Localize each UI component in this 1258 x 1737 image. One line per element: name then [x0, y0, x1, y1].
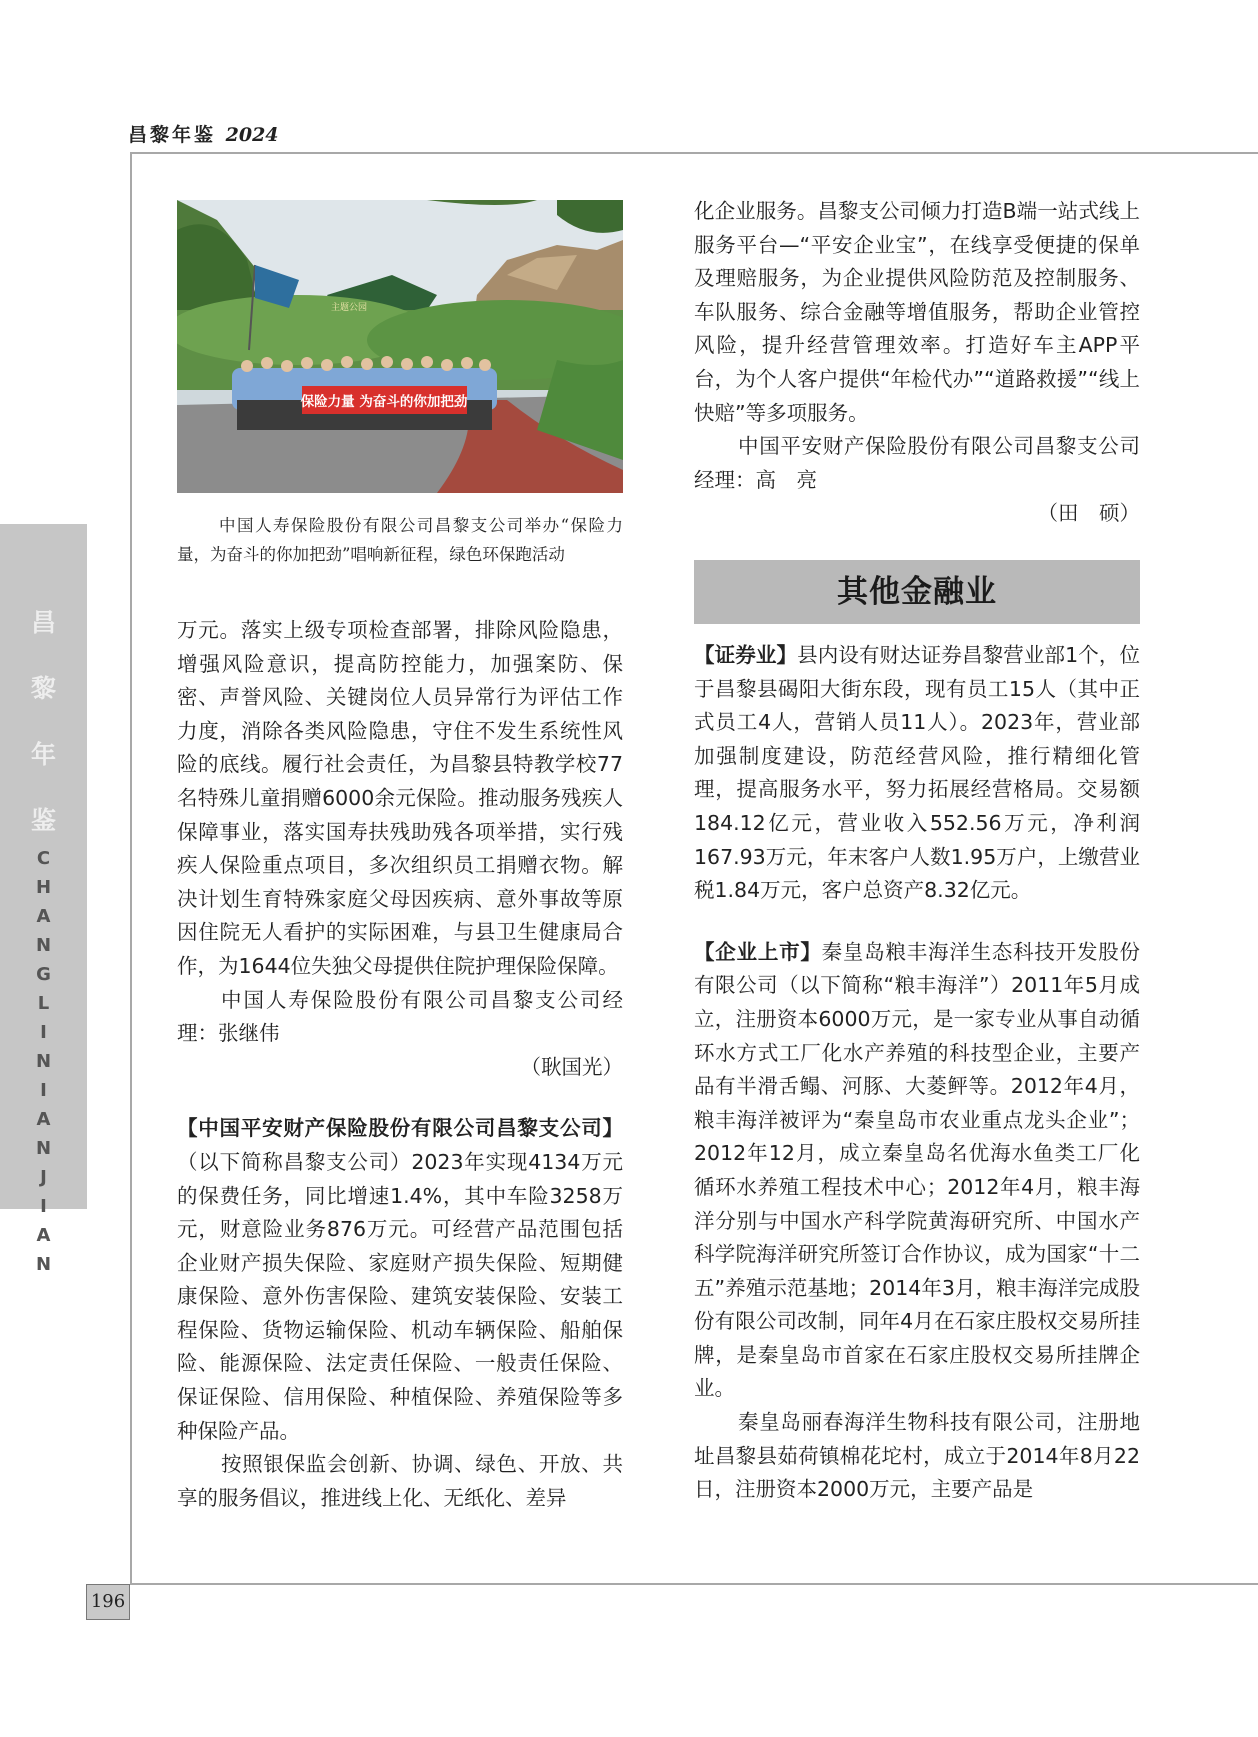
header-rule	[130, 152, 1258, 154]
section-heading: 其他金融业	[694, 560, 1140, 624]
header-year: 2024	[225, 124, 279, 146]
event-photo	[177, 200, 623, 493]
author-credit: （耿国光）	[520, 1054, 623, 1079]
left-column	[177, 614, 623, 1515]
paragraph: 化企业服务。昌黎支公司倾力打造B端一站式线上服务平台—“平安企业宝”，在线享受便捷的保单及理赔服务，为企业提供风险防范及控制服务、车队服务、综合金融等增值服务，帮助企业管控风险，提升经营管理效率。打造好车主APP平台，为个人客户提供“年检代办”“道路救援”“线上快赔”等多项服务。	[694, 199, 1140, 425]
banner-text: 保险力量 为奋斗的你加把劲	[300, 394, 468, 410]
side-char: 鉴	[30, 806, 56, 835]
side-tab-letter: C	[36, 848, 51, 869]
side-tab-letter: H	[35, 877, 52, 898]
side-tab-letter: G	[36, 964, 51, 985]
signature-line: 中国人寿保险股份有限公司昌黎支公司经理：张继伟	[177, 987, 623, 1046]
photo-caption: 中国人寿保险股份有限公司昌黎支公司举办“保险力量，为奋斗的你加把劲”唱响新征程，绿色环保跑活动	[177, 516, 623, 564]
side-tab-letter: I	[40, 1196, 47, 1217]
side-tab-letter: A	[36, 1109, 51, 1130]
park-sign-text: 主题公园	[330, 303, 368, 313]
side-tab-letter: J	[40, 1167, 47, 1188]
photo-illustration	[177, 200, 623, 493]
header-title: 昌黎年鉴	[128, 124, 217, 146]
side-tab-en	[0, 844, 87, 1279]
side-tab-letter: A	[36, 906, 51, 927]
entry-text: （以下简称昌黎支公司）2023年实现4134万元的保费任务，同比增速1.4%，其中车险3258万元，财意险业务876万元。可经营产品范围包括企业财产损失保险、家庭财产损失保险、短期健康保险、意外伤害保险、建筑安装保险、安装工程保险、货物运输保险、机动车辆保险、船舶保险、能源保险、法定责任保险、一般责任保险、保证保险、信用保险、种植保险、养殖保险等多种保险产品。	[177, 1149, 623, 1443]
side-char: 年	[30, 740, 56, 769]
paragraph: 按照银保监会创新、协调、绿色、开放、共享的服务倡议，推进线上化、无纸化、差异	[177, 1452, 623, 1510]
paragraph: 万元。落实上级专项检查部署，排除风险隐患，增强风险意识，提高防控能力，加强案防、保密、声誉风险、关键岗位人员异常行为评估工作力度，消除各类风险隐患，守住不发生系统性风险的底线。履行社会责任，为昌黎县特教学校77名特殊儿童捐赠6000余元保险。推动服务残疾人保障事业，落实国寿扶残助残各项举措，实行残疾人保险重点项目，多次组织员工捐赠衣物。解决计划生育特殊家庭父母因疾病、意外事故等原因住院无人看护的实际困难，与县卫生健康局合作，为1644位失独父母提供住院护理保险保障。	[177, 618, 623, 978]
paragraph: 秦皇岛丽春海洋生物科技有限公司，注册地址昌黎县茹荷镇棉花坨村，成立于2014年8月22日，注册资本2000万元，主要产品是	[694, 1410, 1140, 1502]
side-char: 昌	[30, 608, 56, 637]
author-credit: （田 硕）	[1037, 501, 1140, 526]
entry-label-text: 【企业上市】	[694, 939, 822, 964]
side-tab-letter: L	[37, 993, 50, 1014]
side-tab-cn	[0, 590, 87, 854]
side-tab-letter: N	[35, 935, 52, 956]
side-tab-letter: A	[36, 1225, 51, 1246]
right-column-bottom	[694, 639, 1140, 1507]
securities-entry	[694, 639, 1140, 908]
running-header	[128, 120, 279, 147]
side-tab-letter: N	[35, 1254, 52, 1275]
footer-rule	[130, 1583, 1258, 1585]
side-tab-letter: I	[40, 1080, 47, 1101]
side-tab-letter: N	[35, 1138, 52, 1159]
side-tab-letter: N	[35, 1051, 52, 1072]
right-column-top	[694, 195, 1140, 531]
page-number: 196	[86, 1584, 130, 1620]
entry-label-text: 【中国平安财产保险股份有限公司昌黎支公司】	[177, 1116, 623, 1141]
side-char: 黎	[30, 674, 56, 703]
listing-entry	[694, 936, 1140, 1406]
side-tab	[0, 524, 87, 1275]
left-frame-rule	[130, 152, 132, 1584]
side-tab-letter: I	[40, 1022, 47, 1043]
entry-text: 县内设有财达证券昌黎营业部1个，位于昌黎县碣阳大街东段，现有员工15人（其中正式员工4人，营销人员11人）。2023年，营业部加强制度建设，防范经营风险，推行精细化管理，提高服务水平，努力拓展经营格局。交易额184.12亿元，营业收入552.56万元，净利润167.93万元，年末客户人数1.95万户，上缴营业税1.84万元，客户总资产8.32亿元。	[694, 643, 1141, 903]
entry-text: 秦皇岛粮丰海洋生态科技开发股份有限公司（以下简称“粮丰海洋”）2011年5月成立，注册资本6000万元，是一家专业从事自动循环水方式工厂化水产养殖的科技型企业，主要产品有半滑舌鳎、河豚、大菱鲆等。2012年4月，粮丰海洋被评为“秦皇岛市农业重点龙头企业”；2012年12月，成立秦皇岛名优海水鱼类工厂化循环水养殖工程技术中心；2012年4月，粮丰海洋分别与中国水产科学院黄海研究所、中国水产科学院海洋研究所签订合作协议，成为国家“十二五”养殖示范基地；2014年3月，粮丰海洋完成股份有限公司改制，同年4月在石家庄股权交易所挂牌，是秦皇岛市首家在石家庄股权交易所挂牌企业。	[694, 939, 1141, 1401]
signature-line: 中国平安财产保险股份有限公司昌黎支公司经理：高 亮	[694, 434, 1140, 492]
entry-label-text: 【证券业】	[694, 643, 798, 667]
entry-label	[177, 1112, 623, 1448]
